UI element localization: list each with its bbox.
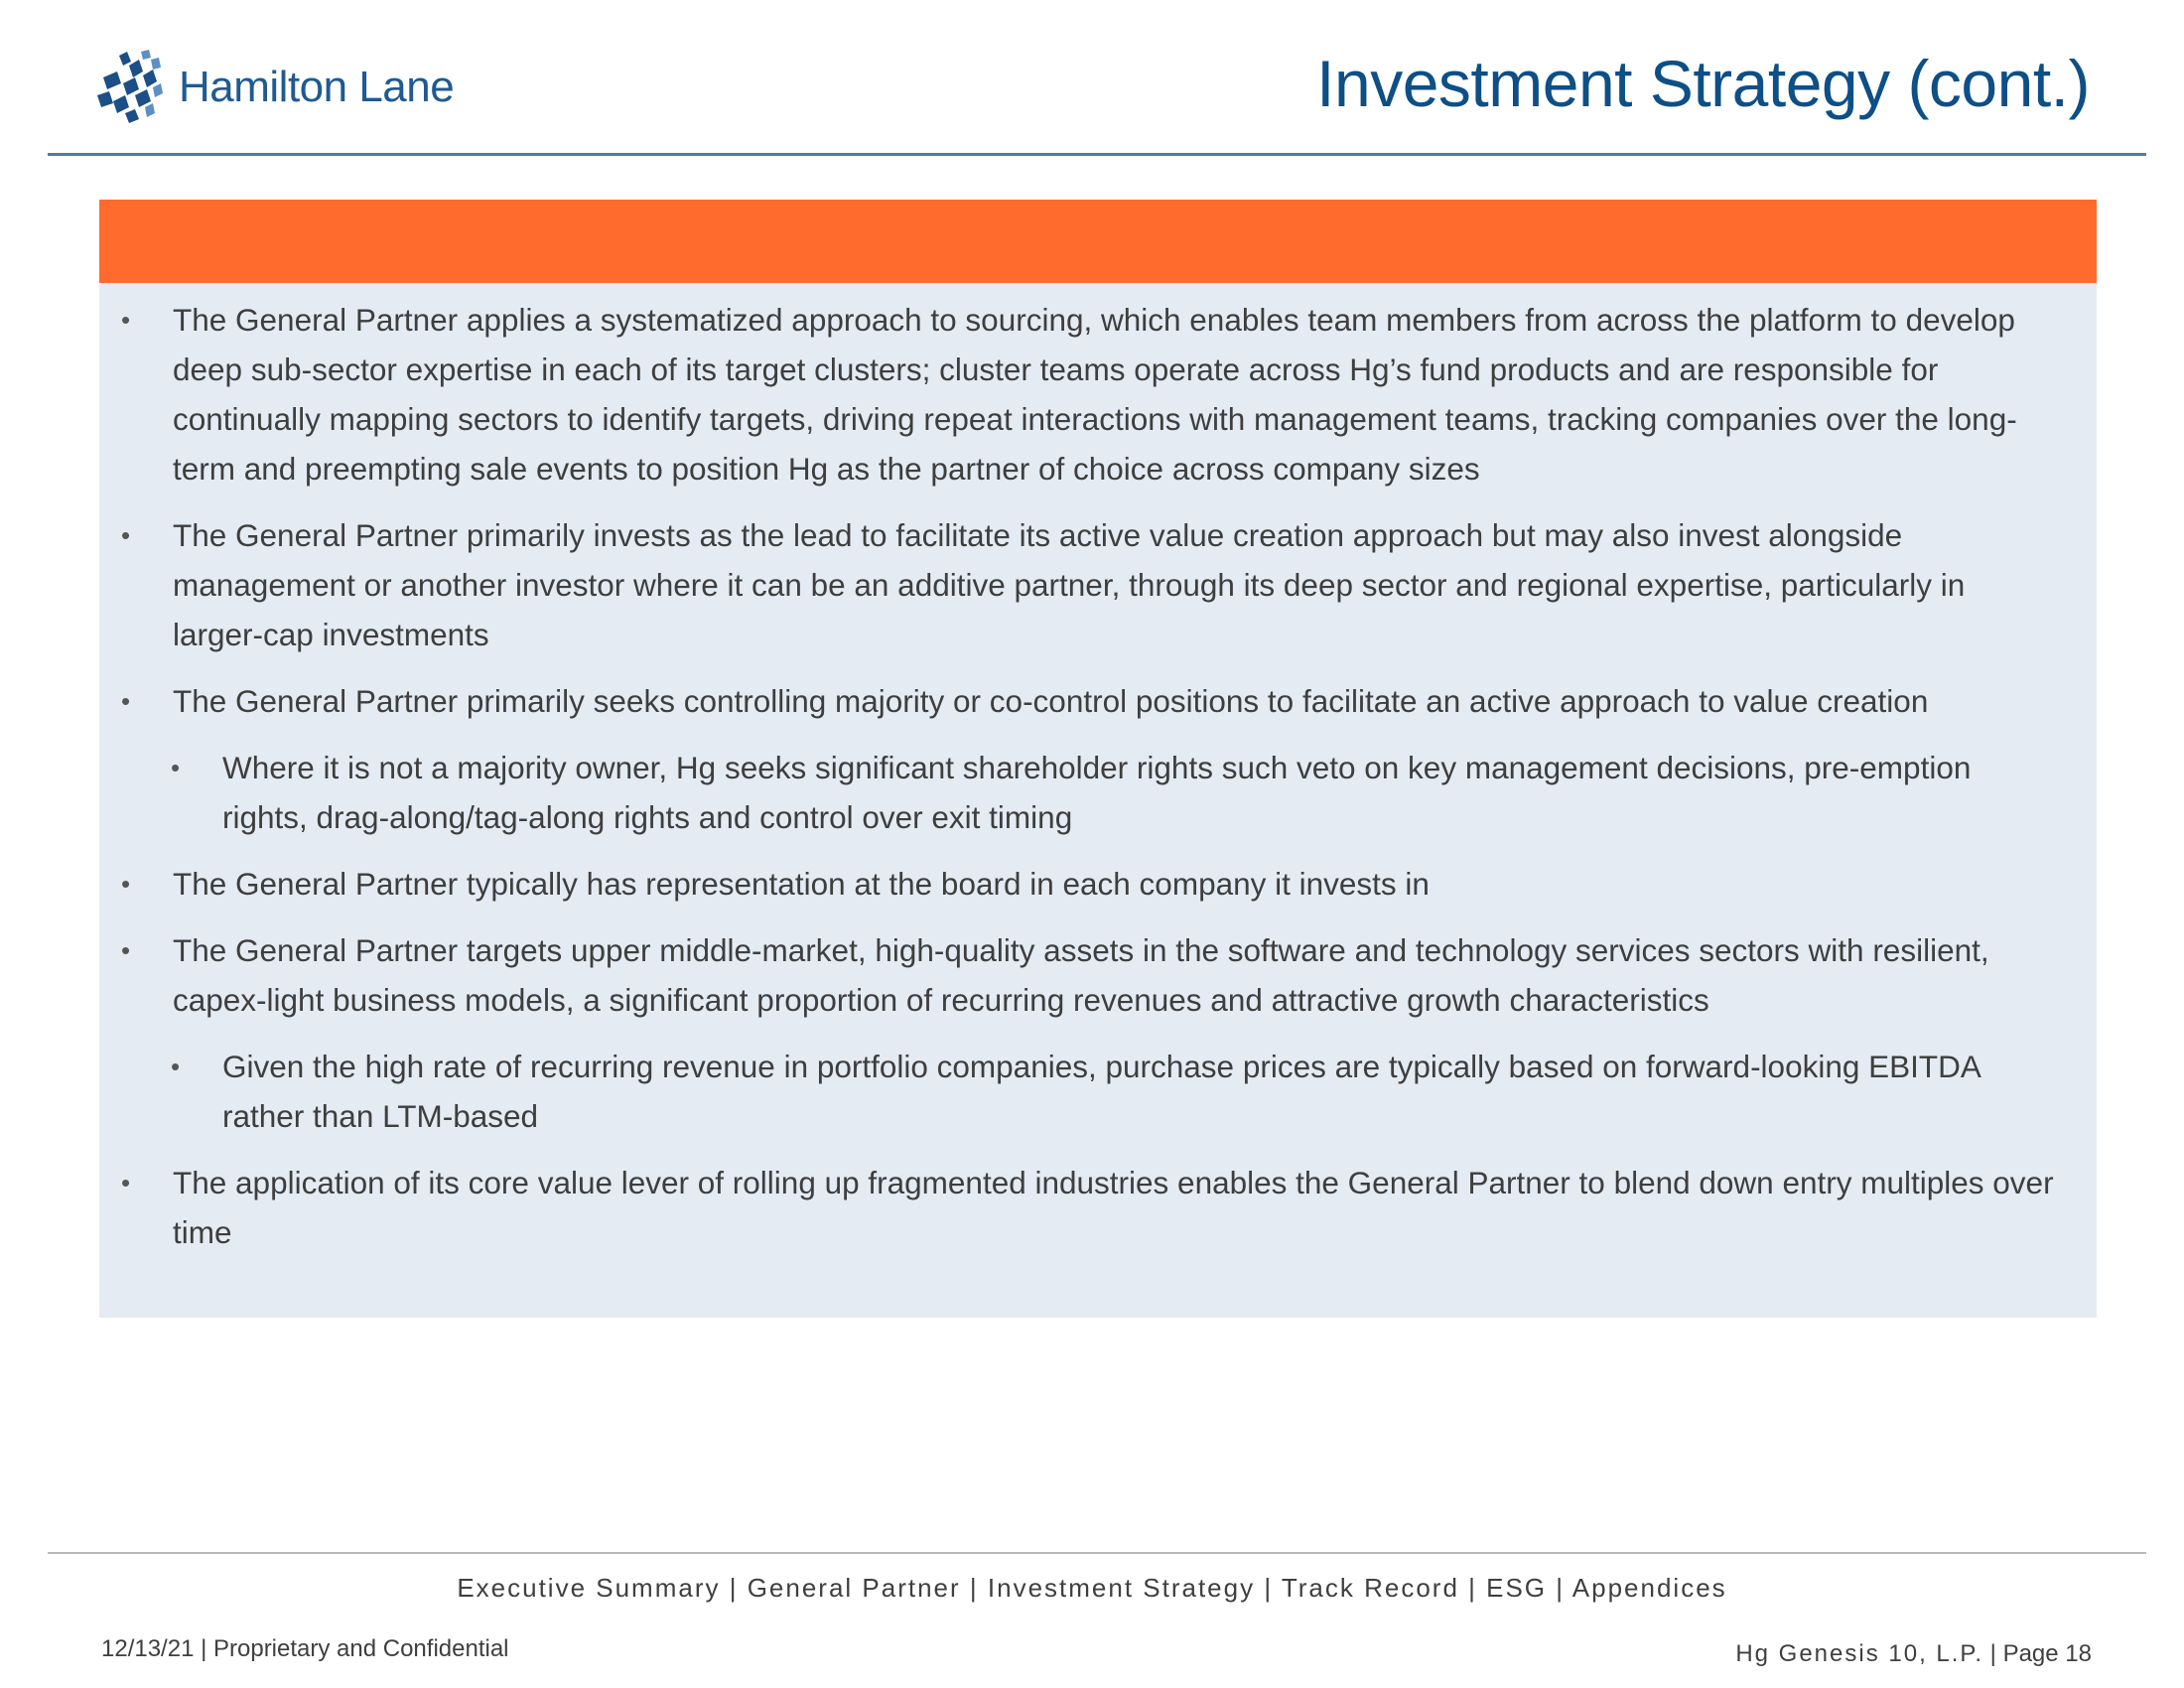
bullet-item: • The General Partner applies a systematized approach to sourcing, which enables team members from across the platform to develop deep sub-sector expertise in each of its target clusters; cluster teams operate across Hg’s fund products and are responsible for continually mapping sectors to identify targets, driving repeat interactions with management teams, tracking companies over the long-term and preempting sale events to position Hg as the partner of choice across company sizes	[99, 295, 2057, 493]
fund-name: Hg Genesis 10, L.P.	[1735, 1640, 1983, 1667]
footer-page-info	[1735, 1640, 2092, 1668]
bullet-item: • The General Partner primarily seeks controlling majority or co-control positions to facilitate an active approach to value creation	[99, 676, 2057, 726]
logo-text: Hamilton Lane	[179, 63, 455, 111]
bullet-item: • The General Partner targets upper middle-market, high-quality assets in the software and technology services sectors with resilient, capex-light business models, a significant proportion of recurring revenues and attractive growth characteristics	[99, 925, 2057, 1025]
header-divider	[48, 153, 2146, 156]
bullet-item: • The application of its core value lever of rolling up fragmented industries enables the General Partner to blend down entry multiples over time	[99, 1158, 2057, 1257]
content-panel	[99, 200, 2097, 1318]
page-number: | Page 18	[1989, 1640, 2092, 1667]
page-title: Investment Strategy (cont.)	[1316, 47, 2090, 120]
company-logo	[95, 48, 454, 127]
footer-divider	[48, 1552, 2146, 1554]
bullet-item: • The General Partner primarily invests as the lead to facilitate its active value creation approach but may also invest alongside management or another investor where it can be an additive partner, through its deep sector and regional expertise, particularly in larger-cap investments	[99, 510, 2057, 659]
hamilton-lane-mark-icon	[95, 50, 165, 125]
sub-bullet-item: • Given the high rate of recurring revenue in portfolio companies, purchase prices are typically based on forward-looking EBITDA rather than LTM-based	[99, 1042, 2057, 1141]
sub-bullet-item: • Where it is not a majority owner, Hg seeks significant shareholder rights such veto on key management decisions, pre-emption rights, drag-along/tag-along rights and control over exit timing	[99, 743, 2057, 842]
footer-date-confidential: 12/13/21 | Proprietary and Confidential	[101, 1635, 509, 1662]
section-header-bar	[99, 200, 2097, 283]
bullet-item: • The General Partner typically has representation at the board in each company it invests in	[99, 859, 2057, 909]
footer-navigation: Executive Summary | General Partner | Investment Strategy | Track Record | ESG | Appendices	[457, 1573, 1727, 1603]
bullet-list	[99, 295, 2097, 1257]
